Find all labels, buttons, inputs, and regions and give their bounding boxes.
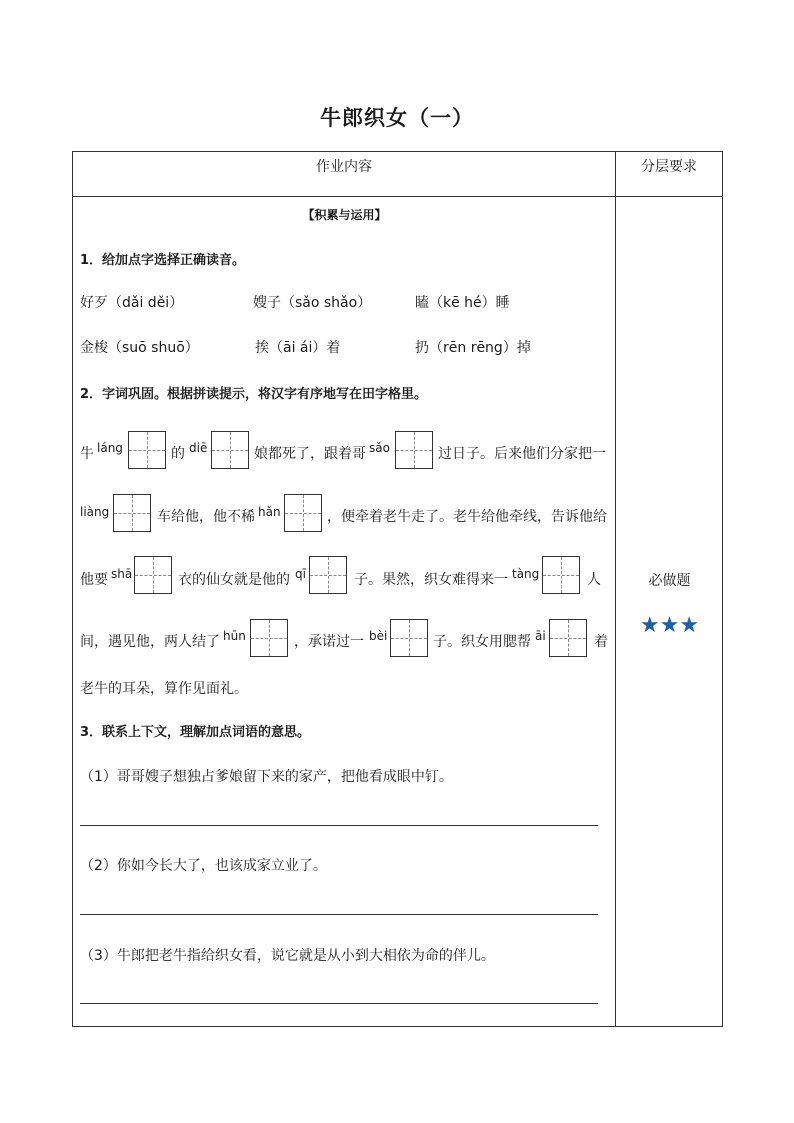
writing-grid[interactable] (395, 431, 433, 469)
writing-grid[interactable] (309, 556, 347, 594)
q1-item: 扔（rēn rēng）掉 (415, 340, 531, 356)
pinyin-hint: hūn (223, 629, 246, 643)
q2-text: 人 (587, 572, 601, 588)
homework-table (72, 151, 723, 1027)
q2-text: ，便牵着老牛走了。老牛给他牵线，告诉他给 (327, 509, 607, 525)
q1-item: 好歹（dǎi děi） (80, 295, 184, 311)
writing-grid[interactable] (390, 619, 428, 657)
q2-text: 牛 (80, 446, 94, 462)
difficulty-stars: ★★★ (639, 613, 700, 638)
writing-grid[interactable] (113, 494, 151, 532)
writing-grid[interactable] (128, 431, 166, 469)
level-cell (616, 197, 723, 1027)
q1-item: 挨（āi ái）着 (255, 340, 341, 356)
writing-grid[interactable] (542, 556, 580, 594)
pinyin-hint: diē (189, 441, 208, 455)
pinyin-hint: shā (111, 567, 133, 581)
q3-item: （2）你如今长大了，也该成家立业了。 (80, 858, 327, 874)
writing-grid[interactable] (134, 556, 172, 594)
q1-title: 1．给加点字选择正确读音。 (80, 253, 246, 268)
pinyin-hint: qī (295, 567, 306, 581)
q2-text: 娘都死了，跟着哥 (254, 446, 366, 462)
answer-line[interactable] (80, 914, 598, 915)
q2-text: 老牛的耳朵，算作见面礼。 (80, 681, 248, 697)
content-cell (73, 197, 616, 1027)
q1-item: 瞌（kē hé）睡 (415, 295, 510, 311)
level-label: 必做题 (648, 573, 691, 589)
q2-text: 子。织女用腮帮 (433, 634, 531, 650)
section-title: 【积累与运用】 (302, 208, 387, 222)
q2-text: 的 (171, 446, 185, 462)
q2-text: 着 (594, 634, 608, 650)
q2-text: 间，遇见他，两人结了 (80, 634, 220, 650)
q3-item: （3）牛郎把老牛指给织女看，说它就是从小到大相依为命的伴儿。 (80, 948, 495, 964)
pinyin-hint: bèi (369, 629, 388, 643)
q1-item: 金梭（suō shuō） (80, 340, 199, 356)
q3-title: 3．联系上下文，理解加点词语的意思。 (80, 725, 311, 740)
q2-text: 衣的仙女就是他的 (178, 572, 290, 588)
pinyin-hint: āi (535, 629, 546, 643)
q2-text: 子。果然，织女难得来一 (354, 572, 508, 588)
q3-item: （1）哥哥嫂子想独占爹娘留下来的家产，把他看成眼中钉。 (80, 769, 453, 785)
pinyin-hint: hǎn (258, 505, 281, 519)
page-title: 牛郎织女（一） (320, 106, 474, 130)
writing-grid[interactable] (549, 619, 587, 657)
q2-text: 车给他，他不稀 (157, 509, 255, 525)
pinyin-hint: liàng (80, 505, 110, 519)
pinyin-hint: láng (97, 441, 123, 455)
pinyin-hint: sǎo (369, 441, 390, 455)
q2-text: ，承诺过一 (294, 634, 364, 650)
writing-grid[interactable] (250, 619, 288, 657)
pinyin-hint: tàng (512, 567, 540, 581)
header-content: 作业内容 (73, 152, 616, 197)
answer-line[interactable] (80, 1003, 598, 1004)
answer-line[interactable] (80, 825, 598, 826)
writing-grid[interactable] (284, 494, 322, 532)
q2-text: 过日子。后来他们分家把一 (438, 446, 606, 462)
writing-grid[interactable] (211, 431, 249, 469)
q2-text: 他要 (80, 572, 108, 588)
header-level: 分层要求 (616, 152, 723, 197)
q2-title: 2．字词巩固。根据拼读提示，将汉字有序地写在田字格里。 (80, 387, 428, 402)
q1-item: 嫂子（sǎo shǎo） (253, 295, 372, 311)
